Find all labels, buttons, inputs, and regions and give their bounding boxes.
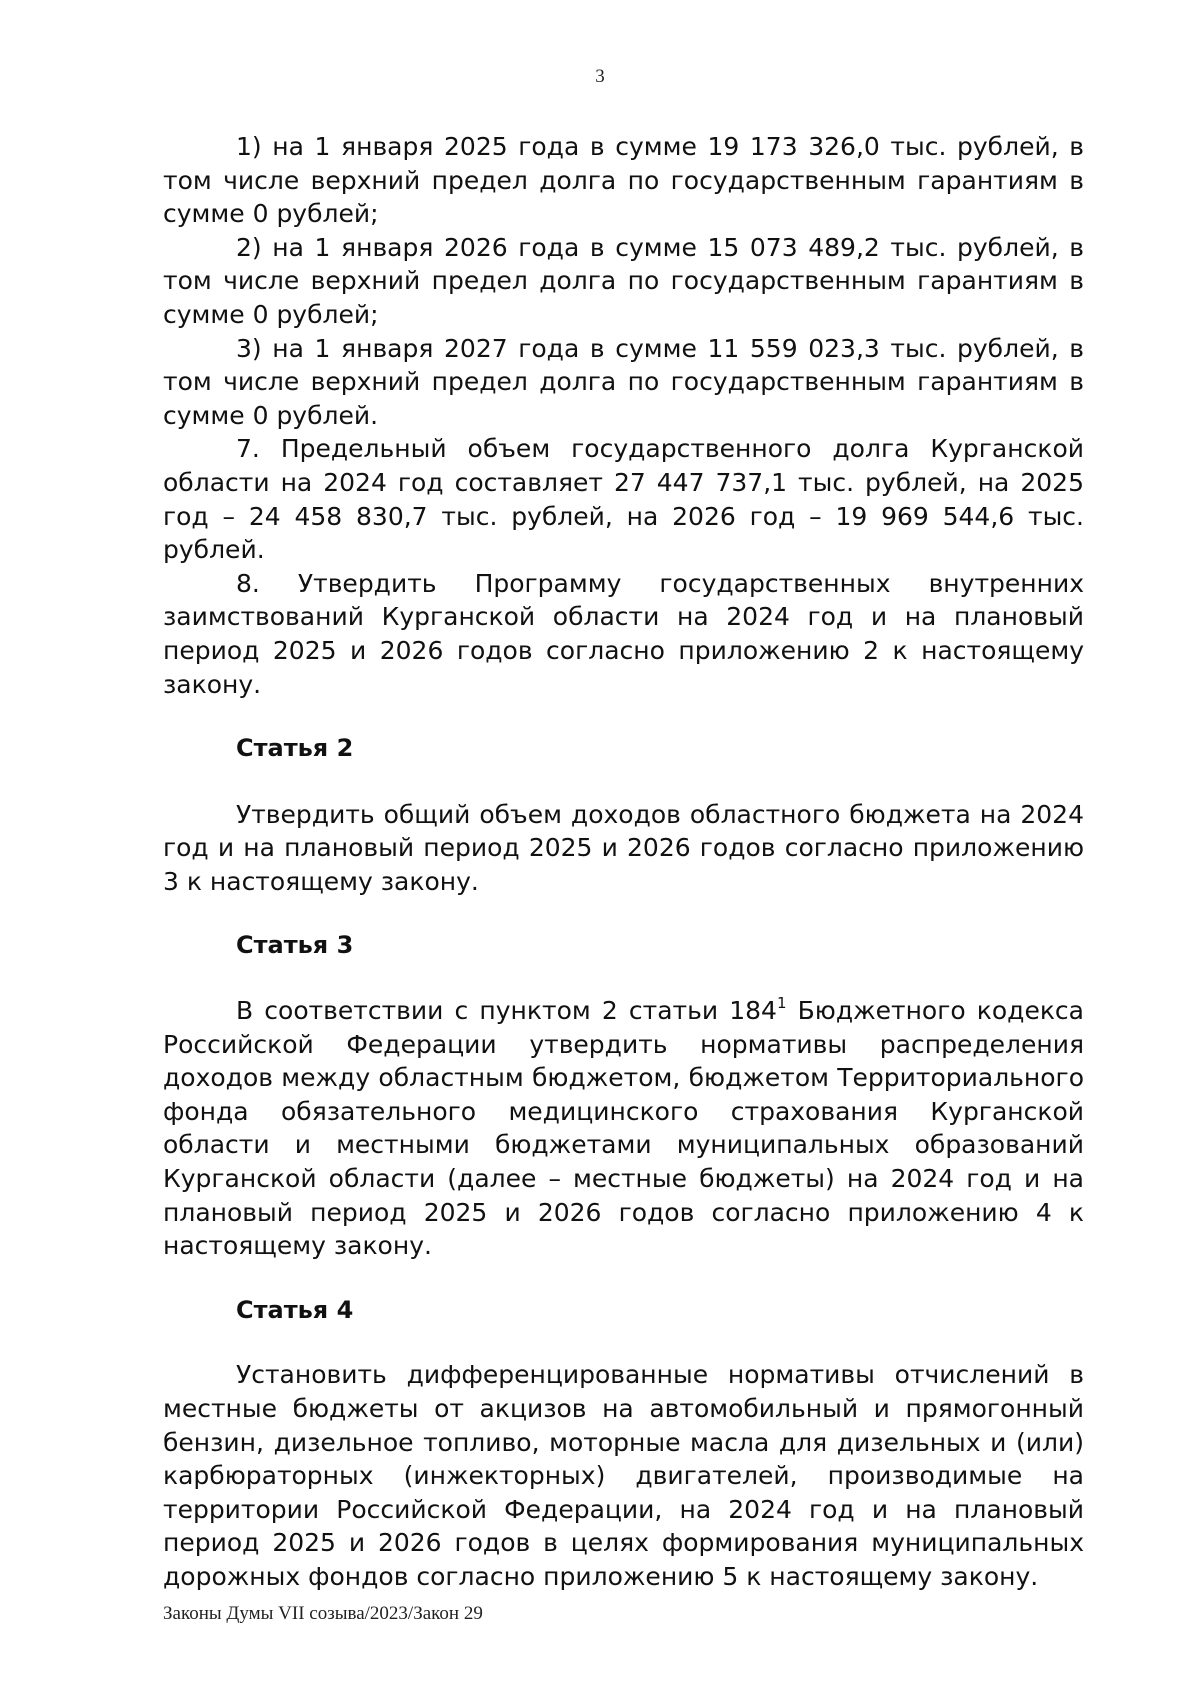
article-3-text-end: Бюджетного кодекса Российской Федерации утвердить нормативы распределения доходов между областным бюджетом, бюджетом Территориального фонда обязательного медицинского страхования Курганской области и местными бюджетами муниципальных образований Курганской области (далее – местные бюджеты) на 2024 год и на плановый период 2025 и 2026 годов согласно приложению 4 к настоящему закону.	[163, 996, 1085, 1261]
article-3-text	[163, 994, 1084, 1263]
paragraph-borrowing-program: 8. Утвердить Программу государственных внутренних заимствований Курганской области на 2024 год и на плановый период 2025 и 2026 годов согласно приложению 2 к настоящему закону.	[163, 568, 1084, 699]
article-3-heading: Статья 3	[236, 931, 354, 960]
article-2-heading: Статья 2	[236, 734, 354, 763]
paragraph-debt-2026: 2) на 1 января 2026 года в сумме 15 073 489,2 тыс. рублей, в том числе верхний предел долга по государственным гарантиям в сумме 0 рублей;	[163, 232, 1084, 329]
article-4-heading: Статья 4	[236, 1295, 354, 1324]
document-footer: Законы Думы VII созыва/2023/Закон 29	[163, 1603, 483, 1624]
paragraph-debt-limit: 7. Предельный объем государственного долга Курганской области на 2024 год составляет 27 447 737,1 тыс. рублей, на 2025 год – 24 458 830,7 тыс. рублей, на 2026 год – 19 969 544,6 тыс. рублей.	[163, 434, 1084, 565]
page-number: 3	[595, 66, 605, 87]
article-3-superscript: 1	[776, 993, 787, 1012]
document-body	[163, 130, 1084, 1594]
paragraph-debt-2027: 3) на 1 января 2027 года в сумме 11 559 023,3 тыс. рублей, в том числе верхний предел долга по государственным гарантиям в сумме 0 рублей.	[163, 333, 1084, 430]
article-3-text-start: В соответствии с пунктом 2 статьи 184	[236, 996, 777, 1026]
article-4-text: Установить дифференцированные нормативы отчислений в местные бюджеты от акцизов на автомобильный и прямогонный бензин, дизельное топливо, моторные масла для дизельных и (или) карбюраторных (инжекторных) двигателей, производимые на территории Российской Федерации, на 2024 год и на плановый период 2025 и 2026 годов в целях формирования муниципальных дорожных фондов согласно приложению 5 к настоящему закону.	[163, 1360, 1084, 1591]
article-2-text: Утвердить общий объем доходов областного бюджета на 2024 год и на плановый период 2025 и 2026 годов согласно приложению 3 к настоящему закону.	[163, 799, 1084, 896]
paragraph-debt-2025: 1) на 1 января 2025 года в сумме 19 173 326,0 тыс. рублей, в том числе верхний предел долга по государственным гарантиям в сумме 0 рублей;	[163, 132, 1084, 229]
